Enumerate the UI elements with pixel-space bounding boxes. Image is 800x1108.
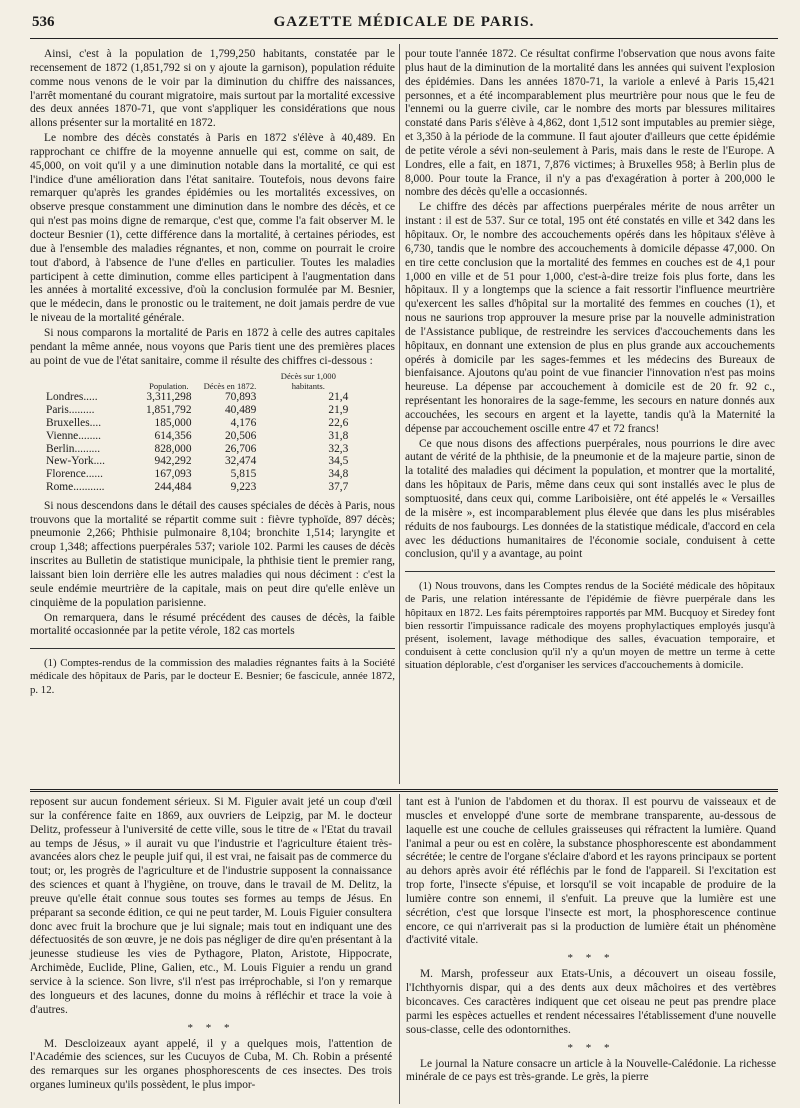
table-row	[46, 430, 354, 443]
footnote: (1) Comptes-rendus de la commission des maladies régnantes faits à la Société médicale des hôpitaux de Paris, par le docteur E. Besnier; 6e fascicule, année 1872, p. 12.	[30, 657, 395, 696]
paragraph: Si nous comparons la mortalité de Paris en 1872 à celle des autres capitales pendant la même année, nous voyons que Paris tient une des premières places au point de vue de l'état sanitaire, comme il résulte des chiffres ci-dessous :	[30, 326, 395, 367]
paragraph: Le chiffre des décès par affections puerpérales mérite de nous arrêter un instant : il est de 537. Sur ce total, 195 ont été constatés en ville et 342 dans les hôpitaux. Or, le nombre des accouchements opérés dans les hôpitaux s'élève à 6,730, tandis que le nombre des accouchements à domicile dépasse 47,000. On en tire cette conclusion que la mortalité des femmes en couches est de 4,1 pour 1,000 en ville et de 51 pour 1,000, c'est-à-dire treize fois plus forte, dans les hôpitaux. Il y a longtemps que la science a fait ressortir l'influence meurtrière qu'exercent les salles d'hôpital sur la mortalité des femmes en couches (1), et nous ne saurions trop approuver la mesure prise par la nouvelle administration de l'Assistance publique, de restreindre les services d'accouchements dans les hôpitaux, en donnant une extension de plus en plus grande aux accouchements opérés à domicile par les sages-femmes et les médecins des Bureaux de bienfaisance. Ajoutons qu'au point de vue financier l'innovation n'est pas moins heureuse. La dépense par accouchement à domicile est de 20 fr. 92 c., représentant les honoraires de la sage-femme, les secours en nature donnés aux accouchées, les secours en argent et la layette, tandis qu'à la Maternité la dépense par accouchement oscille entre 47 et 72 francs!	[405, 201, 775, 435]
table-header	[46, 372, 140, 391]
table-cell: 5,815	[230, 468, 257, 481]
table-cell: 614,356	[154, 429, 192, 442]
table-cell: Londres.....	[46, 391, 98, 404]
table-cell: Vienne........	[46, 429, 101, 442]
paragraph: M. Descloizeaux ayant appelé, il y a quelques mois, l'attention de l'Académie des sciences, sur les Cucuyos de Cuba, M. Ch. Robin a présenté des remarques sur les organes phosphorescents de ces insectes. Des trois organes lumineux qu'ils possèdent, le plus impor-	[30, 1037, 392, 1092]
table-cell: 942,292	[154, 455, 192, 468]
column-3	[30, 796, 392, 1094]
paragraph: tant est à l'union de l'abdomen et du thorax. Il est pourvu de vaisseaux et de muscles et enveloppé d'une sorte de membrane transparente, au-dessous de laquelle est une couche de cellules graisseuses qui réfractent la lumière. Quand l'animal a peur ou est en colère, la substance phosphorescente est abondamment sécrétée; le centre de l'organe s'éclaire d'abord et les rayons principaux se portent au dehors après avoir été réfléchis par le fond de l'appareil. Si l'excitation est trop forte, l'insecte s'épuise, et lorsqu'il se voit incapable de produire de la lumière contre son ennemi, il s'enfuit. La preuve que la lumière est une sécrétion, c'est que lorsque l'insecte est mort, la phosphorescence continue encore, ce qui n'arriverait pas si la production de lumière était un phénomène d'activité vitale.	[406, 796, 776, 947]
table-header: Population.	[149, 380, 189, 391]
paragraph: Ainsi, c'est à la population de 1,799,250 habitants, constatée par le recensement de 1872 (1,851,792 si on y ajoute la garnison), population réduite comme nous venons de le voir par la diminution du chiffre des naissances, l'arrêt momentané du courant migratoire, mais surtout par la mortalité excessive des deux années 1870-71, que vont s'appliquer les considérations que nous allons présenter sur la mortalité en 1872.	[30, 48, 395, 130]
table-cell: 185,000	[154, 417, 192, 429]
table-cell: 167,093	[154, 468, 192, 481]
table-header: Décès en 1872.	[203, 380, 257, 391]
table-cell: Florence......	[46, 468, 103, 481]
column-divider-bottom	[399, 794, 400, 1104]
table-cell: Berlin.........	[46, 442, 101, 455]
section-divider	[30, 789, 778, 792]
paragraph: On remarquera, dans le résumé précédent des causes de décès, la faible mortalité occasionnée par la petite vérole, 182 cas mortels	[30, 611, 395, 638]
running-header	[30, 12, 778, 39]
table-cell: 4,176	[230, 417, 257, 429]
table-cell: 40,489	[224, 404, 257, 417]
table-cell: 828,000	[154, 442, 192, 455]
table-cell: 31,8	[328, 429, 349, 442]
paragraph: pour toute l'année 1872. Ce résultat confirme l'observation que nous avons faite plus haut de la diminution de la mortalité dans les années qui suivent l'explosion des épidémies. Dans les années 1870-71, la variole a enlevé à Paris 15,421 personnes, et a été incomparablement plus meurtrière pour nous que le feu de l'ennemi ou la guerre civile, car le nombre des morts par blessures militaires constaté dans Paris s'élève à 4,862, dont 1,512 sont imputables au premier siège, et 3,350 à la période de la commune. Il faut ajouter d'ailleurs que cette épidémie de petite vérole a sévi non-seulement à Paris, mais dans le reste de l'Europe. A Londres, elle a fait, en 1871, 7,876 victimes; à Bruxelles 958; à Berlin plus de 8,000. Pour toute la France, il n'y a pas d'exagération à porter à 200,000 le nombre des décès qu'elle a occasionnés.	[405, 48, 775, 199]
column-4	[406, 796, 776, 1086]
table-cell: 20,506	[224, 429, 257, 442]
table-row	[46, 391, 354, 404]
table-cell: 9,223	[230, 480, 257, 493]
footnote: (1) Nous trouvons, dans les Comptes rendus de la Société médicale des hôpitaux de Paris, une relation intéressante de l'épidémie de fièvre puerpérale dans les hôpitaux en 1872. Les faits péremptoires rapportés par MM. Bucquoy et Siredey font bien ressortir l'impuissance radicale des moyens prophylactiques employés jusqu'à présent, isolement, lavage méthodique des salles, évacuation temporaire, et conduisent à cette conclusion qu'il n'y a qu'un moyen de mettre un terme à cette situation déplorable, c'est d'organiser les services d'accouchements à domicile.	[405, 580, 775, 672]
column-1	[30, 48, 395, 698]
table-cell: 26,706	[224, 442, 257, 455]
table-cell: 34,5	[328, 455, 349, 468]
table-cell: 244,484	[154, 480, 192, 493]
table-cell: 3,311,298	[146, 391, 192, 404]
table-cell: 34,8	[328, 468, 349, 481]
table-cell: Paris.........	[46, 404, 95, 417]
section-separator: * * *	[567, 1041, 615, 1054]
table-row	[46, 455, 354, 468]
paragraph: Le nombre des décès constatés à Paris en 1872 s'élève à 40,489. En rapprochant ce chiffre de la moyenne annuelle qui est, comme on sait, de 45,000, on voit qu'il y a une diminution notable dans la mortalité, ce qui est l'indice d'une amélioration dans l'état sanitaire. Toutefois, nous devons faire remarquer qu'après les grandes épidémies ou les mortalités excessives, on observe presque constamment une diminution dans le nombre des décès, et ce qui n'est pas moins digne de remarque, c'est que, comme l'a fait observer M. le docteur Besnier (1), cette différence dans la mortalité, à certaines périodes, est due à l'ensemble des maladies régnantes, et non, comme on pourrait le croire tout d'abord, à l'absence de l'une d'elles en particulier. Toutes les maladies participent à cette diminution, comme elles participent à l'augmentation dans les années à mortalité excessive, d'où la conclusion formulée par M. Besnier, que le médecin, dans le pronostic ou le traitement, ne doit jamais perdre de vue le niveau de la mortalité générale.	[30, 132, 395, 325]
paragraph: reposent sur aucun fondement sérieux. Si M. Figuier avait jeté un coup d'œil sur la conférence faite en 1869, aux ouvriers de Leipzig, par M. le docteur Delitz, professeur à l'université de cette ville, sous le titre de « l'Etat du travail au temps de Jésus, » il aurait vu que l'industrie et l'agriculture étaient très-avancées alors chez le peuple juif qui, il est vrai, ne faisait pas de commerce du tout; or, les progrès de l'agriculture et de l'industrie supposent la connaissance des sciences et quant à l'hygiène, on trouve, dans le travail de M. Delitz, la preuve qu'elle était connue sous toutes ses formes au temps de Jésus. En préparant sa seconde édition, ce qui ne peut tarder, M. Louis Figuier consultera donc avec fruit la brochure que je lui signale; mais tout en indiquant une des défectuosités de son œuvre, je ne dois pas négliger de dire qu'en présentant à la jeunesse studieuse les vies de Pythagore, Platon, Aristote, Hippocrate, Archimède, Euclide, Pline, Galien, etc., M. Louis Figuier a rendu un grand service à la science. Son livre, s'il n'est pas irréprochable, si l'on y remarque des longueurs et des lacunes, donne du moins à réfléchir et trace la voie à d'autres.	[30, 796, 392, 1016]
paragraph: Si nous descendons dans le détail des causes spéciales de décès à Paris, nous trouvons que la mortalité se répartit comme suit : fièvre typhoïde, 897 décès; pneumonie 2,266; Phthisie pulmonaire 8,104; bronchite 1,514; laryngite et croup 1,348; affections puerpérales 537; variole 102. Parmi les causes de décès inscrites au Bulletin de statistique municipale, la phthisie tient le premier rang, laissant bien loin derrière elle les autres maladies qui nous déciment : c'est la seule endémie meurtrière de la capitale, mais on peut dire qu'elle enlève un cinquième de la population parisienne.	[30, 499, 395, 609]
table-cell: 21,9	[328, 404, 349, 417]
paragraph: Ce que nous disons des affections puerpérales, nous pourrions le dire avec autant de vérité de la phthisie, de la pneumonie et de la majeure partie, sinon de la totalité des maladies qui déciment la population, et montrer que la mortalité, dans les hôpitaux de Paris, même dans ceux qui sont installés avec le plus de somptuosité, dans ceux qui, comme Lariboisière, ont été appelés le « Versailles de la misère », est incomparablement plus élevée que dans les plus misérables réduits de nos faubourgs. Les données de la statistique médicale, d'accord en cela avec les déductions humanitaires de l'économie sociale, conduisent à cette conclusion, qu'il y a avantage, au point	[405, 437, 776, 561]
table-cell: Bruxelles....	[46, 417, 102, 429]
table-row	[46, 404, 354, 417]
column-2	[405, 48, 775, 674]
section-separator: * * *	[187, 1021, 235, 1034]
table-cell: 22,6	[328, 417, 349, 429]
table-cell: New-York....	[46, 455, 105, 468]
section-separator: * * *	[567, 952, 615, 965]
table-header: Décès sur 1,000 habitants.	[280, 371, 336, 391]
table-row	[46, 481, 354, 494]
mortality-table	[46, 372, 354, 493]
table-cell: 32,474	[224, 455, 257, 468]
table-cell: 32,3	[328, 442, 349, 455]
table-row	[46, 417, 354, 430]
column-divider-top	[399, 44, 400, 784]
table-row	[46, 468, 354, 481]
page-number: 536	[32, 14, 55, 30]
paragraph: M. Marsh, professeur aux Etats-Unis, a découvert un oiseau fossile, l'Ichthyornis dispar, qui a des dents aux deux mâchoires et des vertèbres biconcaves. Ces caractères indiquent que cet oiseau ne peut pas prendre place parmi les espèces actuelles et rendent nécessaires l'établissement d'une nouvelle sous-classe, celle des odontornithes.	[406, 968, 776, 1036]
table-cell: 70,893	[224, 391, 257, 404]
table-row	[46, 443, 354, 456]
table-cell: 1,851,792	[146, 404, 192, 417]
journal-title: GAZETTE MÉDICALE DE PARIS.	[273, 14, 535, 30]
table-cell: 37,7	[328, 480, 349, 493]
table-cell: 21,4	[328, 391, 349, 404]
footnote-rule	[30, 648, 395, 649]
footnote-rule	[405, 571, 775, 572]
table-header-row	[46, 372, 354, 391]
table-cell: Rome...........	[46, 480, 105, 493]
paragraph: Le journal la Nature consacre un article à la Nouvelle-Calédonie. La richesse minérale de ce pays est très-grande. Le grès, la pierre	[406, 1057, 776, 1084]
